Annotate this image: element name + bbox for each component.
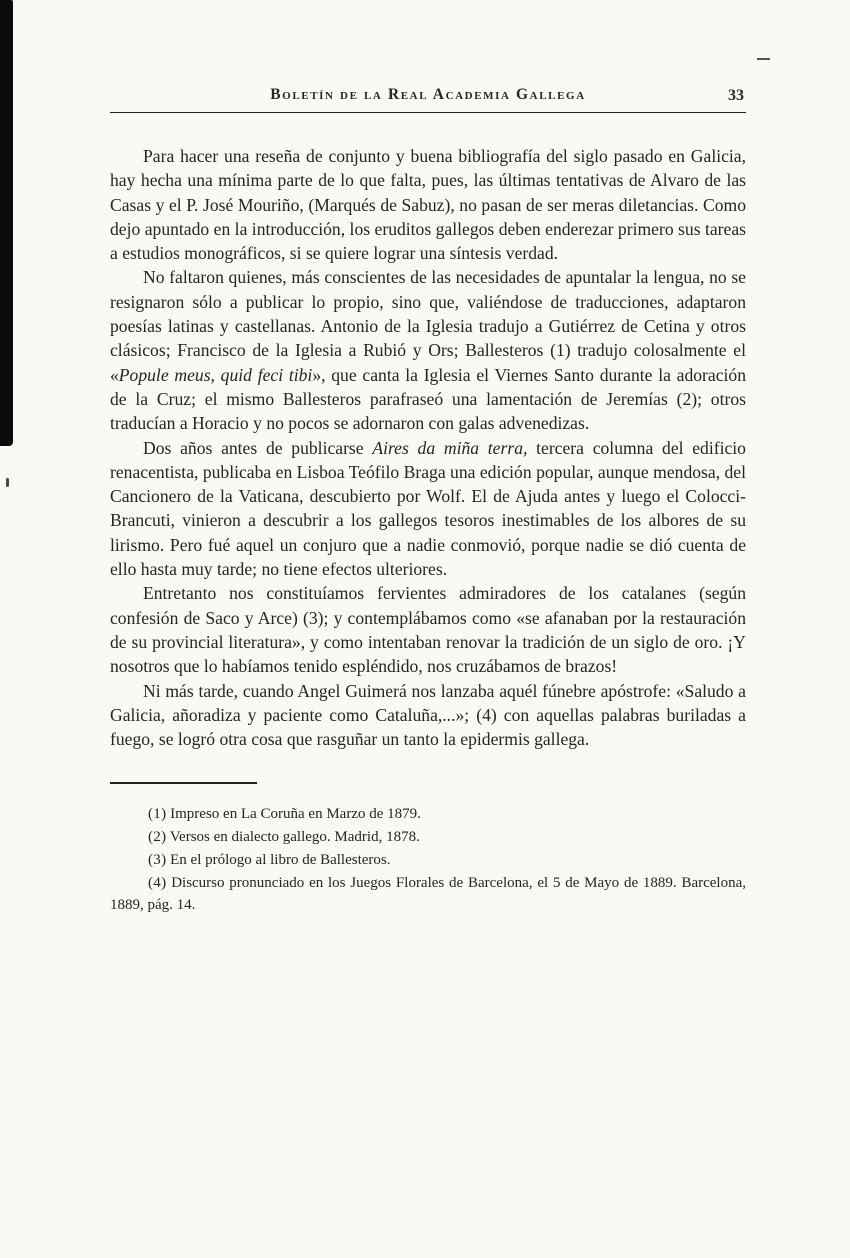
paragraph-3 — [110, 436, 746, 582]
footnote-4-number: (4) — [148, 874, 167, 891]
footnote-rule — [110, 782, 257, 784]
footnote-1 — [110, 804, 746, 826]
paragraph-4: Entretanto nos constituíamos fervientes admiradores de los catalanes (según confesión de Saco y Arce) (3); y contemplábamos como «se afanaban por la restauración de su provincial literatura», y como intentaban renovar la tradición de un siglo de oro. ¡Y nosotros que lo habíamos tenido espléndido, nos cruzábamos de brazos! — [110, 583, 746, 677]
page-number: 33 — [728, 87, 744, 104]
header-rule — [110, 112, 746, 113]
paragraph-2 — [110, 265, 746, 435]
paragraph-3-text-end: tercera columna del edificio renacentista, publicaba en Lisboa Teófilo Braga una edición popular, aunque mendosa, del Cancionero de la Vaticana, descubierto por Wolf. El de Ajuda antes y luego el Colocci-Brancuti, vinieron a descubrir a los gallegos tesoros inestimables de los albores de su lirismo. Pero fué aquel un conjuro que a nadie conmovió, porque nadie se dió cuenta de ello hasta muy tarde; no tiene efectos ulteriores. — [110, 437, 746, 580]
journal-title: Boletín de la Real Academia Gallega — [270, 86, 586, 103]
footnote-3-text: En el prólogo al libro de Ballesteros. — [170, 852, 391, 869]
page-content — [110, 86, 746, 916]
footnote-4-text: Discurso pronunciado en los Juegos Florales de Barcelona, el 5 de Mayo de 1889. Barcelona, 1889, pág. 14. — [110, 874, 746, 913]
scan-artifact-dash — [757, 58, 770, 60]
footnote-1-number: (1) — [148, 806, 167, 823]
paragraph-3-text: Dos años antes de publicarse — [143, 437, 373, 458]
footnote-4 — [110, 873, 746, 917]
footnote-2-number: (2) — [148, 829, 167, 846]
latin-quote: Popule meus, quid feci tibi — [118, 364, 313, 385]
footnote-1-text: Impreso en La Coruña en Marzo de 1879. — [170, 806, 421, 823]
paragraph-2-text-end: », que canta la Iglesia el Viernes Santo durante la adoración de la Cruz; el mismo Ballesteros parafraseó una lamentación de Jeremías (2); otros traducían a Horacio y no pocos se adornaron con galas advenedizas. — [110, 364, 746, 434]
page-body — [110, 144, 746, 751]
scan-artifact-bar — [0, 0, 13, 446]
paragraph-5: Ni más tarde, cuando Angel Guimerá nos lanzaba aquél fúnebre apóstrofe: «Saludo a Galicia, añoradiza y paciente como Cataluña,...»; (4) con aquellas palabras buriladas a fuego, se logró otra cosa que rasguñar un tanto la epidermis gallega. — [110, 680, 746, 750]
footnotes-section — [110, 782, 746, 916]
footnote-2-text: Versos en dialecto gallego. Madrid, 1878. — [169, 829, 420, 846]
footnote-3 — [110, 850, 746, 872]
work-title-italic: Aires da miña terra, — [372, 437, 528, 458]
paragraph-1: Para hacer una reseña de conjunto y buena bibliografía del siglo pasado en Galicia, hay hecha una mínima parte de lo que falta, pues, las últimas tentativas de Alvaro de las Casas y el P. José Mouriño, (Marqués de Sabuz), no pasan de ser meras diletancias. Como dejo apuntado en la introducción, los eruditos gallegos deben enderezar primero sus tareas a estudios monográficos, si se quiere lograr una síntesis verdad. — [110, 146, 746, 264]
footnote-2 — [110, 827, 746, 849]
page-header — [110, 86, 746, 106]
paragraph-2-text: No faltaron quienes, más conscientes de las necesidades de apuntalar la lengua, no se resignaron sólo a publicar lo propio, sino que, valiéndose de traducciones, adaptaron poesías latinas y castellanas. Antonio de la Iglesia tradujo a Gutiérrez de Cetina y otros clásicos; Francisco de la Iglesia a Rubió y Ors; Ballesteros (1) tradujo colosalmente el « — [110, 267, 746, 385]
scan-artifact-speck — [6, 478, 9, 487]
footnote-3-number: (3) — [148, 852, 167, 869]
